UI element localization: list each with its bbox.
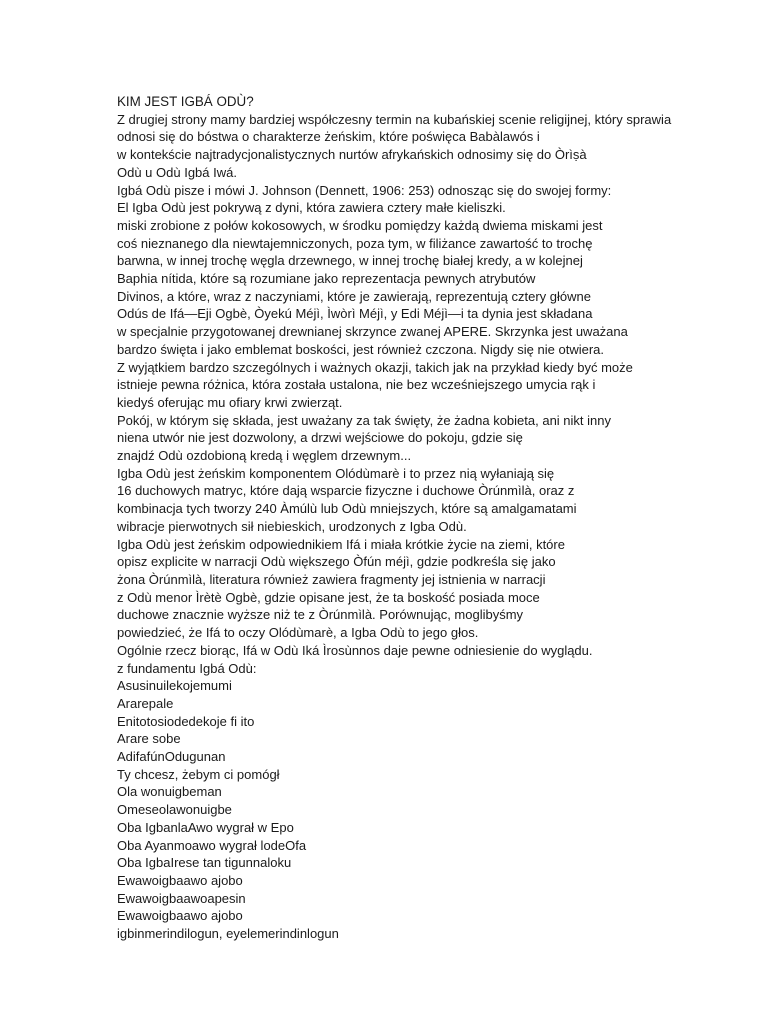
text-line: kombinacja tych tworzy 240 Àmúlù lub Odù mniejszych, które są amalgamatami [117, 501, 577, 517]
text-line: niena utwór nie jest dozwolony, a drzwi wejściowe do pokoju, gdzie się [117, 430, 523, 446]
text-line: żona Òrúnmìlà, literatura również zawiera fragmenty jej istnienia w narracji [117, 571, 546, 587]
text-line: Ogólnie rzecz biorąc, Ifá w Odù Iká Ìrosùnnos daje pewne odniesienie do wyglądu. [117, 642, 593, 658]
text-line: Enitotosiodedekoje fi ito [117, 713, 255, 729]
text-line: opisz explicite w narracji Odù większego Òfún méjì, gdzie podkreśla się jako [117, 554, 556, 570]
text-line: Ty chcesz, żebym ci pomógł [117, 766, 280, 782]
text-line: z Odù menor Ìrètè Ogbè, gdzie opisane jest, że ta boskość posiada moce [117, 589, 540, 605]
text-line: Ararepale [117, 695, 174, 711]
text-line: z fundamentu Igbá Odù: [117, 660, 257, 676]
text-line: Ewawoigbaawo ajobo [117, 908, 243, 924]
text-line: igbinmerindilogun, eyelemerindinlogun [117, 926, 339, 942]
text-line: El Igba Odù jest pokrywą z dyni, która zawiera cztery małe kieliszki. [117, 200, 506, 216]
text-line: Ola wonuigbeman [117, 784, 222, 800]
text-line: 16 duchowych matryc, które dają wsparcie fizyczne i duchowe Òrúnmìlà, oraz z [117, 483, 575, 499]
text-line: Baphia nítida, które są rozumiane jako reprezentacja pewnych atrybutów [117, 271, 536, 287]
text-line: wibracje pierwotnych sił niebieskich, urodzonych z Igba Odù. [117, 518, 467, 534]
text-line: znajdź Odù ozdobioną kredą i węglem drzewnym... [117, 448, 412, 464]
text-line: duchowe znacznie wyższe niż te z Òrúnmìlà. Porównując, moglibyśmy [117, 607, 524, 623]
document-text [117, 93, 757, 943]
text-line: odnosi się do bóstwa o charakterze żeńskim, które poświęca Babàlawós i [117, 129, 540, 145]
text-line: Igba Odù jest żeńskim odpowiednikiem Ifá i miała krótkie życie na ziemi, które [117, 536, 565, 552]
text-line: Arare sobe [117, 731, 181, 747]
text-line: istnieje pewna różnica, która została ustalona, nie bez wcześniejszego umycia rąk i [117, 377, 596, 393]
text-line: Asusinuilekojemumi [117, 678, 232, 694]
text-line: bardzo święta i jako emblemat boskości, jest również czczona. Nigdy się nie otwiera. [117, 341, 604, 357]
text-line: Odús de Ifá—Eji Ogbè, Òyekú Méjì, Ìwòrì Méjì, y Edi Méjì—i ta dynia jest składana [117, 306, 593, 322]
text-line: coś nieznanego dla niewtajemniczonych, poza tym, w filiżance zawartość to trochę [117, 235, 593, 251]
text-line: Oba IgbanlaAwo wygrał w Epo [117, 819, 294, 835]
text-line: Z drugiej strony mamy bardziej współczesny termin na kubańskiej scenie religijnej, który sprawia [117, 111, 672, 127]
text-line: w specjalnie przygotowanej drewnianej skrzynce zwanej APERE. Skrzynka jest uważana [117, 324, 628, 340]
text-line: Pokój, w którym się składa, jest uważany za tak święty, że żadna kobieta, ani nikt inny [117, 412, 611, 428]
text-line: AdifafúnOdugunan [117, 749, 226, 765]
text-line: Divinos, a które, wraz z naczyniami, które je zawierają, reprezentują cztery główne [117, 288, 591, 304]
text-line: Oba IgbaIrese tan tigunnaloku [117, 855, 292, 871]
text-line: Omeseolawonuigbe [117, 802, 232, 818]
text-line: Igba Odù jest żeńskim komponentem Olódùmarè i to przez nią wyłaniają się [117, 465, 555, 481]
text-line: miski zrobione z połów kokosowych, w środku pomiędzy każdą dwiema miskami jest [117, 217, 603, 233]
text-line: Ewawoigbaawoapesin [117, 890, 246, 906]
text-line: Ewawoigbaawo ajobo [117, 872, 243, 888]
text-line: barwna, w innej trochę węgla drzewnego, w innej trochę białej kredy, a w kolejnej [117, 253, 583, 269]
text-line: Odù u Odù Igbá Iwá. [117, 164, 237, 180]
text-line: Z wyjątkiem bardzo szczególnych i ważnych okazji, takich jak na przykład kiedy być może [117, 359, 633, 375]
text-line: Igbá Odù pisze i mówi J. Johnson (Dennett, 1906: 253) odnosząc się do swojej formy: [117, 182, 612, 198]
text-line: kiedyś oferując mu ofiary krwi zwierząt. [117, 394, 343, 410]
document-title: KIM JEST IGBÁ ODÙ? [117, 94, 254, 109]
text-line: Oba Ayanmoawo wygrał lodeOfa [117, 837, 307, 853]
text-line: w kontekście najtradycjonalistycznych nurtów afrykańskich odnosimy się do Òrìṣà [117, 147, 587, 163]
text-line: powiedzieć, że Ifá to oczy Olódùmarè, a Igba Odù to jego głos. [117, 625, 479, 641]
